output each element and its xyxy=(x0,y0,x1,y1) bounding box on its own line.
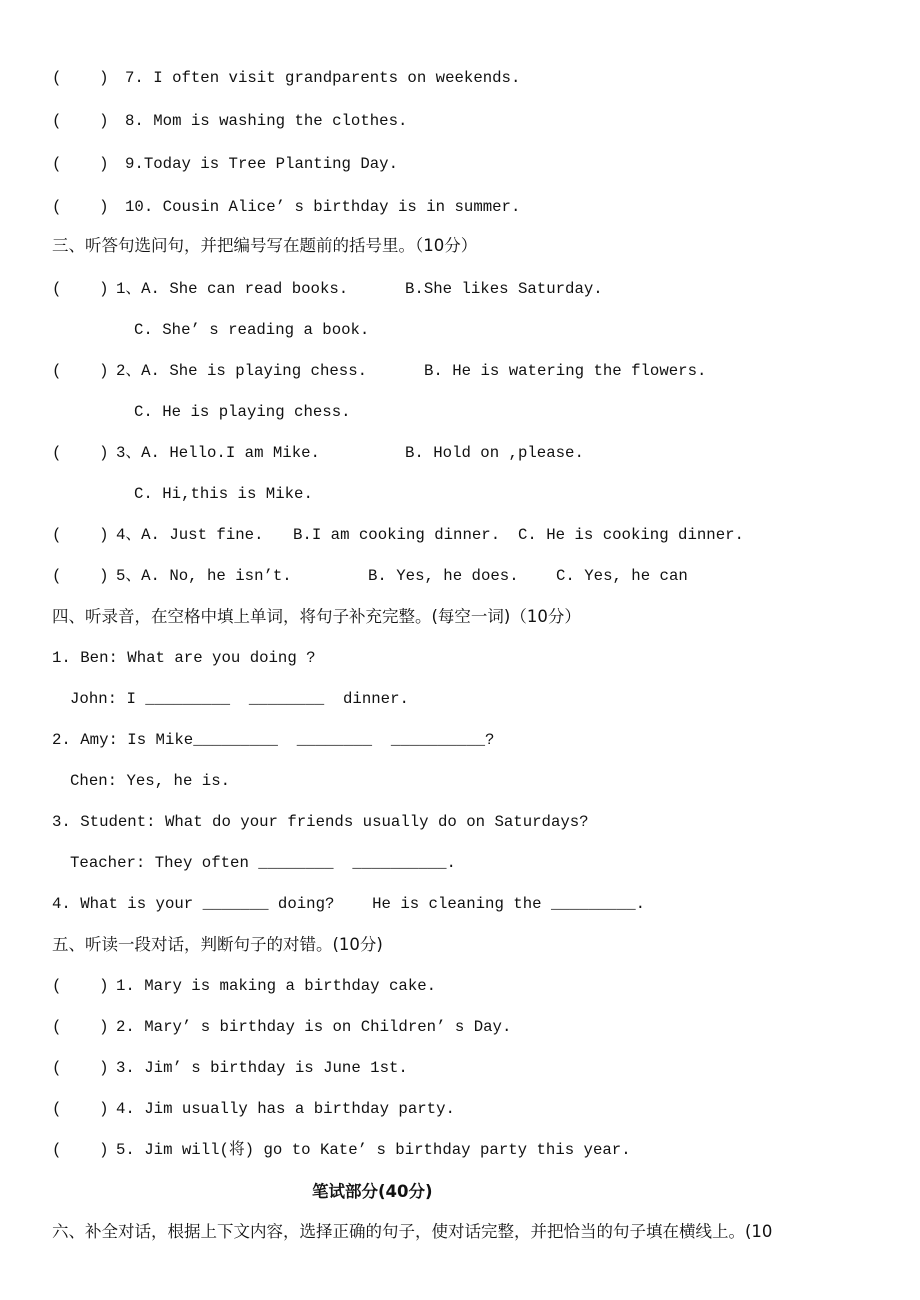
answer-bracket[interactable]: ( ) xyxy=(52,526,109,544)
answer-bracket[interactable]: ( ) xyxy=(52,280,109,298)
answer-bracket[interactable]: ( ) xyxy=(52,112,109,130)
item-text: 2. Mary’ s birthday is on Children’ s Day. xyxy=(116,1018,512,1036)
fill-line: 3. Student: What do your friends usually do on Saturdays? xyxy=(52,813,589,831)
option-b: B.I am cooking dinner. xyxy=(293,526,501,544)
answer-bracket[interactable]: ( ) xyxy=(52,977,109,995)
item-text: 8. Mom is washing the clothes. xyxy=(125,112,408,130)
item-text: 10. Cousin Alice’ s birthday is in summer. xyxy=(125,198,521,216)
answer-bracket[interactable]: ( ) xyxy=(52,362,109,380)
section-heading: 三、听答句选问句，并把编号写在题前的括号里。（10分） xyxy=(52,236,478,255)
written-section-title: 笔试部分(40分) xyxy=(312,1182,433,1201)
item-text: 9.Today is Tree Planting Day. xyxy=(125,155,399,173)
answer-bracket[interactable]: ( ) xyxy=(52,1059,109,1077)
answer-bracket[interactable]: ( ) xyxy=(52,1100,109,1118)
section-heading: 四、听录音，在空格中填上单词，将句子补充完整。(每空一词)（10分） xyxy=(52,607,581,626)
fill-line: 4. What is your _______ doing? He is cleaning the _________. xyxy=(52,895,646,913)
option-a: 2、A. She is playing chess. xyxy=(116,362,368,380)
section-heading: 五、听读一段对话，判断句子的对错。(10分) xyxy=(52,935,383,954)
fill-line: John: I _________ ________ dinner. xyxy=(70,690,409,708)
option-b: B. He is watering the flowers. xyxy=(424,362,707,380)
answer-bracket[interactable]: ( ) xyxy=(52,198,109,216)
item-text: 5. Jim will(将) go to Kate’ s birthday party this year. xyxy=(116,1141,631,1159)
answer-bracket[interactable]: ( ) xyxy=(52,444,109,462)
answer-bracket[interactable]: ( ) xyxy=(52,1018,109,1036)
option-c: C. She’ s reading a book. xyxy=(134,321,370,339)
option-c: C. He is playing chess. xyxy=(134,403,351,421)
answer-bracket[interactable]: ( ) xyxy=(52,567,109,585)
option-a: 4、A. Just fine. xyxy=(116,526,264,544)
fill-line: Teacher: They often ________ __________. xyxy=(70,854,456,872)
item-text: 3. Jim’ s birthday is June 1st. xyxy=(116,1059,408,1077)
answer-bracket[interactable]: ( ) xyxy=(52,155,109,173)
item-text: 4. Jim usually has a birthday party. xyxy=(116,1100,455,1118)
option-b: B. Hold on ,please. xyxy=(405,444,584,462)
item-text: 1. Mary is making a birthday cake. xyxy=(116,977,437,995)
item-text: 7. I often visit grandparents on weekends. xyxy=(125,69,521,87)
fill-line: 1. Ben: What are you doing ? xyxy=(52,649,316,667)
option-b: B. Yes, he does. xyxy=(368,567,519,585)
option-b: B.She likes Saturday. xyxy=(405,280,603,298)
option-a: 5、A. No, he isn’t. xyxy=(116,567,292,585)
fill-line: Chen: Yes, he is. xyxy=(70,772,231,790)
option-c: C. Hi,this is Mike. xyxy=(134,485,313,503)
answer-bracket[interactable]: ( ) xyxy=(52,69,109,87)
section-heading: 六、补全对话，根据上下文内容，选择正确的句子，使对话完整，并把恰当的句子填在横线上。(10 xyxy=(52,1222,773,1241)
option-a: 1、A. She can read books. xyxy=(116,280,349,298)
option-c: C. He is cooking dinner. xyxy=(518,526,744,544)
fill-line: 2. Amy: Is Mike_________ ________ __________? xyxy=(52,731,495,749)
option-a: 3、A. Hello.I am Mike. xyxy=(116,444,320,462)
option-c: C. Yes, he can xyxy=(556,567,688,585)
answer-bracket[interactable]: ( ) xyxy=(52,1141,109,1159)
